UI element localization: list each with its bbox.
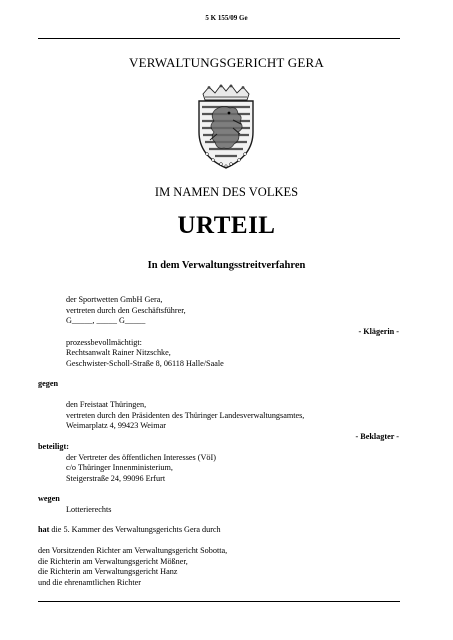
plaintiff-role-label: - Klägerin - <box>358 327 399 336</box>
header-rule <box>38 38 400 39</box>
footer-rule <box>38 601 400 602</box>
involved-line-1: der Vertreter des öffentlichen Interesses (VöI) <box>66 452 216 462</box>
defendant-line-2: vertreten durch den Präsidenten des Thüringer Landesverwaltungsamtes, <box>66 410 305 420</box>
plaintiff-line-1: der Sportwetten GmbH Gera, <box>66 295 163 304</box>
involved-keyword: beteiligt: <box>38 442 69 451</box>
judge-line-3: die Richterin am Verwaltungsgericht Hanz <box>38 567 178 576</box>
counsel-line-1: Rechtsanwalt Rainer Nitzschke, <box>66 348 171 357</box>
defendant-role-label: - Beklagter - <box>355 432 399 441</box>
counsel-label: prozessbevollmächtigt: <box>66 337 142 347</box>
concerning-subject: Lotterierechts <box>66 504 112 514</box>
in-the-name-of-the-people: IM NAMEN DES VOLKES <box>154 185 299 199</box>
judge-line-1: den Vorsitzenden Richter am Verwaltungsgericht Sobotta, <box>38 546 228 555</box>
plaintiff-line-3: G_____, _____ G_____ <box>66 316 146 325</box>
court-name: VERWALTUNGSGERICHT GERA <box>129 55 324 70</box>
chamber-keyword: hat <box>38 525 50 534</box>
case-number: 5 K 155/09 Ge <box>205 14 248 22</box>
crown-icon <box>203 85 249 100</box>
chamber-sentence <box>38 525 221 536</box>
thuringia-coat-of-arms-icon <box>193 84 259 170</box>
chamber-text: die 5. Kammer des Verwaltungsgerichts Gera durch <box>49 525 221 534</box>
plaintiff-line-2: vertreten durch den Geschäftsführer, <box>66 305 186 315</box>
proceeding-heading: In dem Verwaltungsstreitverfahren <box>147 260 306 271</box>
defendant-line-3: Weimarplatz 4, 99423 Weimar <box>66 421 166 430</box>
counsel-line-2: Geschwister-Scholl-Straße 8, 06118 Halle/Saale <box>66 358 224 368</box>
judge-line-2: die Richterin am Verwaltungsgericht Mößner, <box>38 556 188 566</box>
document-title: URTEIL <box>177 212 276 239</box>
involved-line-2: c/o Thüringer Innenministerium, <box>66 463 173 472</box>
defendant-line-1: den Freistaat Thüringen, <box>66 400 147 409</box>
judge-line-4: und die ehrenamtlichen Richter <box>38 577 141 587</box>
involved-line-3: Steigerstraße 24, 99096 Erfurt <box>66 473 166 483</box>
concerning-keyword: wegen <box>38 494 60 503</box>
against-keyword: gegen <box>38 379 59 388</box>
